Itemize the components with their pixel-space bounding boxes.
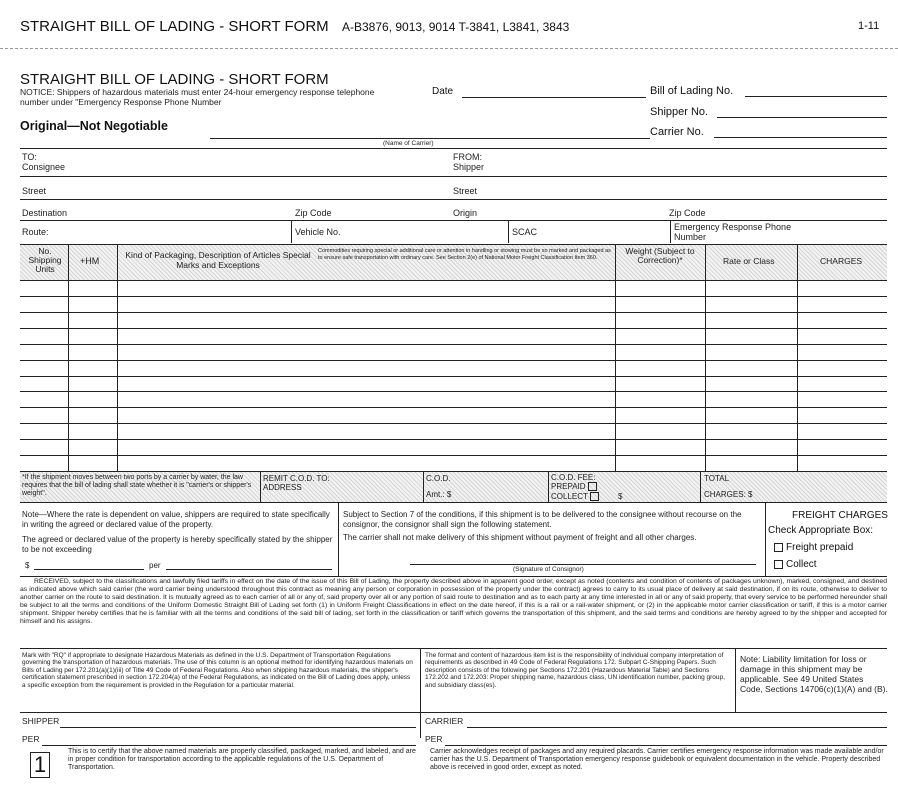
received-bottom-rule — [20, 648, 887, 649]
value-bottom-rule — [20, 576, 887, 577]
carrier-name-field[interactable] — [210, 138, 650, 139]
value-note: Note—Where the rate is dependent on value, shippers are required to state specifically in writing the agreed or declared value of the property. — [22, 510, 330, 529]
total-divider — [700, 472, 701, 502]
total-charges-label: CHARGES: $ — [704, 490, 753, 499]
hazmat-rq-note: Mark with "RQ" if appropriate to designate Hazardous Materials as defined in the U.S. Department of Transportation Regulations governing the transportation of hazardous materials. The use of this column is an optional method for identifying hazardous materials on Bills of Lading per 172.201(a)(1)(iii) of Title 49 Code of Federal Regulations. Also when shipping hazardous materials, the shipper's certification statement prescribed in section 172.204(a) of the Federal Regulations, as indicated on the Bill of Lading does apply, unless a specific exception from the requirement is provided in the Regulation for a particular material. — [22, 652, 413, 689]
street-left-label: Street — [22, 186, 47, 196]
cod-divider — [423, 472, 424, 502]
check-box-instruction: Check Appropriate Box: — [768, 525, 874, 536]
col-charges: CHARGES — [820, 256, 863, 266]
remit-divider — [260, 472, 261, 502]
consignee-label: Consignee — [22, 162, 66, 172]
hazmat-divider-1 — [420, 648, 421, 738]
vehicle-no-label: Vehicle No. — [295, 227, 341, 237]
hazmat-notice: NOTICE: Shippers of hazardous materials must enter 24-hour emergency response telephone number under "Emergency Response Phone Number — [20, 87, 375, 107]
carrier-no-label: Carrier No. — [650, 126, 704, 138]
col-rate: Rate or Class — [723, 256, 775, 266]
col-weight: Weight (Subject to Correction)* — [625, 246, 695, 265]
cod-collect[interactable] — [551, 492, 602, 501]
table-row[interactable] — [20, 423, 887, 424]
cod-prepaid-label: PREPAID — [551, 482, 586, 491]
section7-carrier-text: The carrier shall not make delivery of this shipment without payment of freight and all other charges. — [343, 533, 697, 542]
col-divider-4 — [705, 244, 706, 471]
zip-left-label: Zip Code — [295, 208, 332, 218]
street-rule — [20, 199, 887, 200]
scac-divider — [670, 220, 671, 243]
shipper-label: Shipper — [453, 162, 485, 172]
declared-value-per: per — [149, 561, 161, 570]
table-row[interactable] — [20, 296, 887, 297]
original-not-negotiable: Original—Not Negotiable — [20, 119, 168, 133]
name-of-carrier-caption: (Name of Carrier) — [383, 140, 434, 147]
carrier-per-field[interactable] — [445, 745, 887, 746]
carrier-acknowledgement: Carrier acknowledges receipt of packages and any required placards. Carrier certifies emergency response information was made available and/or carrier has the U.S. Department of Transportation emergency response guidebook or equivalent documentation in the vehicle. Property described above is received in good order, except as noted. — [430, 748, 884, 772]
hazmat-format-note: The format and content of hazardous item list is the responsibility of individual company interpretation of requirements as described in 49 Code of Federal Regulations 172. Subpart C-Shipping Papers. Such description consists of the following per Sections 172.201 (Hazardous Material Table) and Sections 172.202 and 172.203: Proper shipping name, hazardous class, UN identification number, packing group, and subsidiary class(es). — [425, 652, 725, 689]
declared-value-text: The agreed or declared value of the property is hereby specifically stated by the shipper to be not exceeding — [22, 535, 333, 554]
freight-collect-checkbox[interactable] — [774, 560, 783, 569]
freight-charges-title: FREIGHT CHARGES — [792, 510, 888, 521]
cod-label: C.O.D. — [426, 474, 451, 483]
vehicle-divider — [508, 220, 509, 243]
form-numbers: A-B3876, 9013, 9014 T-3841, L3841, 3843 — [342, 20, 570, 34]
shipper-signature-field[interactable] — [60, 727, 416, 728]
freight-prepaid-option[interactable] — [774, 542, 853, 553]
remit-bottom-rule — [20, 502, 887, 503]
cod-fee-dollar: $ — [618, 492, 623, 501]
copy-number: 1 — [30, 752, 50, 778]
freight-collect-label: Collect — [786, 559, 817, 570]
carrier-signature-field[interactable] — [467, 727, 887, 728]
date-label: Date — [432, 86, 454, 97]
value-divider — [338, 502, 339, 576]
to-label: TO: — [22, 152, 37, 162]
hazmat-divider-2 — [735, 648, 736, 712]
table-row[interactable] — [20, 455, 887, 456]
freight-divider — [765, 502, 766, 576]
liability-note: Note: Liability limitation for loss or damage in this shipment may be applicable. See 49 United States Code, Sections 14706(c)(1)(A) and (B). — [740, 654, 888, 694]
col-description: Kind of Packaging, Description of Articles Special Marks and Exceptions — [125, 250, 311, 270]
table-row[interactable] — [20, 344, 887, 345]
col-divider-1 — [68, 244, 69, 471]
table-row[interactable] — [20, 376, 887, 377]
cod-amount-label: Amt.: $ — [426, 490, 452, 499]
parties-top-rule — [20, 148, 887, 149]
freight-prepaid-checkbox[interactable] — [774, 543, 783, 552]
bill-of-lading-no-label: Bill of Lading No. — [650, 85, 734, 97]
destination-rule — [20, 220, 887, 221]
table-top-rule — [20, 244, 887, 245]
consignor-signature-field[interactable] — [410, 564, 756, 565]
date-field[interactable] — [462, 97, 646, 98]
page-code: 1-11 — [858, 20, 880, 32]
consignor-signature-caption: (Signature of Consignor) — [513, 566, 584, 573]
emergency-phone-label: Emergency Response Phone Number — [674, 222, 792, 242]
consignee-rule — [20, 176, 887, 177]
cod-collect-label: COLLECT — [551, 492, 588, 501]
street-right-label: Street — [453, 186, 478, 196]
freight-collect-option[interactable] — [774, 559, 817, 570]
shipper-per-label: PER — [22, 734, 40, 744]
total-label: TOTAL — [704, 474, 730, 483]
table-row[interactable] — [20, 312, 887, 313]
bill-of-lading-no-field[interactable] — [745, 96, 887, 97]
destination-label: Destination — [22, 208, 68, 218]
table-row[interactable] — [20, 328, 887, 329]
table-row[interactable] — [20, 407, 887, 408]
perforation-line — [0, 48, 898, 49]
cod-collect-checkbox[interactable] — [590, 492, 599, 501]
scac-label: SCAC — [512, 227, 538, 237]
carrier-signature-label: CARRIER — [425, 716, 464, 726]
section7-text: Subject to Section 7 of the conditions, if this shipment is to be delivered to the consignee without recourse on the consignor, the consignor shall sign the following statement. — [343, 510, 742, 529]
col-handling-note: Commodities requiring special or additional care or attention in handling or stowing must be so marked and packaged as to ensure safe transportation with ordinary care. See Section 2(e) of National Motor Freight Classification Item 360. — [318, 248, 611, 261]
col-divider-2 — [117, 244, 118, 471]
shipper-signature-label: SHIPPER — [22, 716, 60, 726]
cod-fee-label: C.O.D. FEE: — [551, 473, 596, 482]
route-divider — [291, 220, 292, 243]
carrier-no-field[interactable] — [714, 137, 887, 138]
form-title: STRAIGHT BILL OF LADING - SHORT FORM — [20, 71, 329, 88]
declared-value-dollar: $ — [25, 561, 30, 570]
col-shipping-units: No. Shipping Units — [28, 246, 62, 274]
remit-cod-label: REMIT C.O.D. TO: ADDRESS — [263, 474, 330, 492]
hazmat-bottom-rule — [20, 712, 887, 713]
cod-fee-divider — [548, 472, 549, 502]
table-row[interactable] — [20, 280, 887, 281]
water-carrier-note: *If the shipment moves between two ports by a carrier by water, the law requires that the bill of lading shall state whether it is "carrier's or shipper's weight". — [22, 474, 252, 497]
cod-prepaid[interactable] — [551, 482, 600, 491]
carrier-per-label: PER — [425, 734, 443, 744]
col-divider-5 — [797, 244, 798, 471]
top-form-title: STRAIGHT BILL OF LADING - SHORT FORM — [20, 18, 329, 35]
shipper-no-field[interactable] — [717, 117, 887, 118]
table-row[interactable] — [20, 360, 887, 361]
shipper-no-label: Shipper No. — [650, 106, 709, 118]
col-divider-3 — [615, 244, 616, 471]
received-terms: RECEIVED, subject to the classifications and lawfully filed tariffs in effect on the date of the issue of this Bill of Lading, the property described above in apparent good order, except as noted (contents and condition of contents of packages unknown), marked, consigned, and destined as indicated above which said carrier (the word carrier being understood throughout this contract as meaning any person or corporation in possession of the property under the contract) agrees to carry to its usual place of delivery at said destination, if on its route, otherwise to deliver to another carrier on the route to said destination. It is mutually agreed as to each carrier of all or any of, said property over all or any portion of said route to destination and as to each party at any time interested in all or any of said property, that every service to be performed hereunder shall be subject to all the terms and conditions of the Uniform Domestic Straight Bill of Lading set forth (1) in Uniform Freight Classifications in effect on the date hereof, if this is a rail or a rail-water shipment, or (2) in the applicable motor carrier classification or tariff, if this is a motor carrier shipment. Shipper hereby certifies that he is familiar with all the terms and conditions of the said bill of lading, set forth in the classification or tariff which governs the transportation of this shipment, and the said terms and conditions are hereby agreed to by the shipper and accepted for himself and his assigns. — [20, 578, 887, 626]
col-hm: +HM — [80, 256, 100, 266]
cod-prepaid-checkbox[interactable] — [588, 482, 597, 491]
declared-value-per-field[interactable] — [166, 569, 332, 570]
freight-prepaid-label: Freight prepaid — [786, 542, 854, 553]
table-row[interactable] — [20, 391, 887, 392]
origin-label: Origin — [453, 208, 478, 218]
table-row[interactable] — [20, 439, 887, 440]
declared-value-field[interactable] — [34, 569, 144, 570]
zip-right-label: Zip Code — [669, 208, 706, 218]
route-label: Route: — [22, 227, 49, 237]
from-label: FROM: — [453, 152, 482, 162]
shipper-per-field[interactable] — [42, 745, 416, 746]
shipper-certification: This is to certify that the above named materials are properly classified, packaged, marked, and labeled, and are in proper condition for transportation according to the applicable regulations of the U.S. Department of Transportation. — [68, 748, 416, 772]
